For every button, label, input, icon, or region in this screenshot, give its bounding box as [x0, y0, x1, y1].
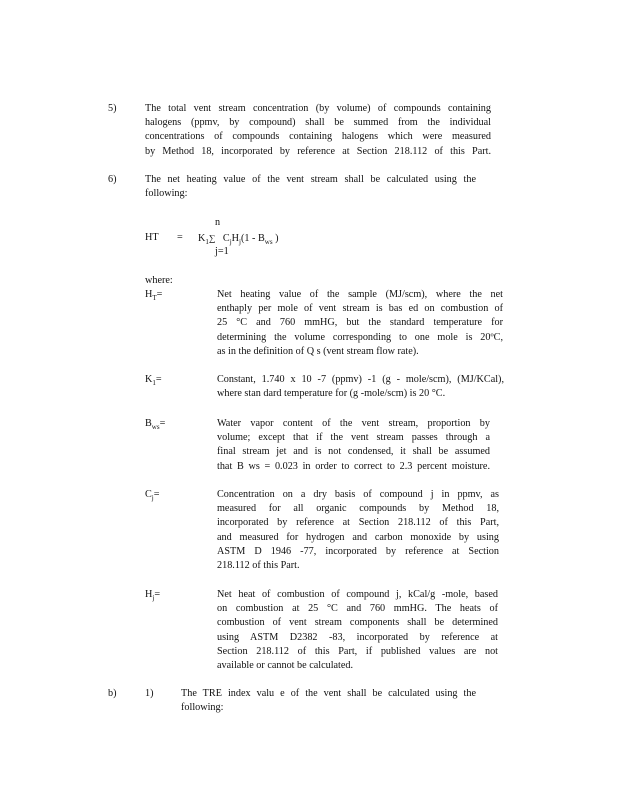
symbol: H: [145, 589, 153, 600]
variable-h: H: [231, 233, 240, 244]
symbol: B: [145, 418, 152, 429]
definition-symbol: [145, 417, 165, 431]
text-line: enthaply per mole of vent stream is bas ed on combustion of: [217, 303, 503, 315]
item-b1-number: 1): [145, 688, 154, 699]
text-line: Net heat of combustion of compound j, kCal/g -mole, based: [217, 589, 498, 600]
text-line: available or cannot be calculated.: [217, 660, 354, 672]
item-6-number: 6): [108, 174, 117, 185]
text-line: Water vapor content of the vent stream, proportion by: [217, 418, 490, 429]
summation-icon: ∑: [208, 233, 216, 243]
text-line: ASTM D 1946 -77, incorporated by reference at Section: [217, 545, 499, 557]
definition-symbol: [145, 288, 162, 302]
symbol: H: [145, 289, 153, 300]
subscript: j: [152, 594, 155, 603]
text-line: Constant, 1.740 x 10 -7 (ppmv) -1 (g - mole/scm), (MJ/KCal),: [217, 374, 504, 385]
definition-symbol: [145, 488, 160, 502]
subscript: j: [151, 494, 154, 503]
subscript: 1: [152, 379, 156, 388]
constant-k: K: [198, 233, 206, 244]
definition-symbol: [145, 373, 162, 387]
definition-symbol: [145, 588, 160, 602]
text-line: on combustion at 25 °C and 760 mmHG. The heats of: [217, 603, 498, 615]
text-line: The total vent stream concentration (by volume) of compounds containing: [145, 103, 491, 114]
sum-upper-limit: n: [215, 217, 221, 228]
text-line: that B ws = 0.023 in order to correct to 2.3 percent moisture.: [217, 460, 490, 472]
equals: =: [155, 374, 162, 385]
symbol: K: [145, 374, 153, 385]
text-line: combustion of vent stream components shall be determined: [217, 617, 498, 629]
item-5-text: [145, 102, 491, 159]
close-paren: ): [275, 233, 279, 244]
subscript: T: [152, 294, 157, 303]
variable-c: C: [222, 233, 230, 244]
text-line: The TRE index valu e of the vent shall be calculated using the: [181, 688, 476, 699]
item-b-letter: b): [108, 688, 117, 699]
text-line: and measured for hydrogen and carbon monoxide by using: [217, 531, 499, 543]
symbol: C: [145, 489, 152, 500]
text-line: 25 °C and 760 mmHG, but the standard temperature for: [217, 317, 503, 329]
equation-equals: =: [177, 232, 183, 243]
definition-text: [217, 288, 503, 359]
subscript: j: [239, 238, 241, 247]
equals: =: [156, 289, 163, 300]
subscript: ws: [264, 238, 273, 247]
definition-text: [217, 488, 499, 573]
definition-text: [217, 417, 490, 474]
text-line: Net heating value of the sample (MJ/scm), where the net: [217, 289, 503, 300]
text-line: measured for all organic compounds by Method 18,: [217, 503, 499, 515]
item-b1-text: [181, 687, 476, 715]
equals: =: [153, 489, 160, 500]
equation-rhs: [198, 231, 279, 246]
equals: =: [159, 418, 166, 429]
text-line: incorporated by reference at Section 218.112 of this Part,: [217, 517, 499, 529]
text-line: Section 218.112 of this Part, if published values are not: [217, 645, 498, 657]
paren-term: (1 - B: [240, 233, 265, 244]
item-5-number: 5): [108, 103, 117, 114]
text-line: where stan dard temperature for (g -mole/scm) is 20 °C.: [217, 388, 446, 400]
text-line: Concentration on a dry basis of compound j in ppmv, as: [217, 489, 499, 500]
sum-lower-limit: j=1: [215, 246, 229, 257]
definition-text: [217, 373, 504, 401]
subscript: 1: [205, 238, 209, 247]
text-line: 218.112 of this Part.: [217, 560, 300, 572]
text-line: following:: [145, 188, 188, 200]
text-line: concentrations of compounds containing halogens which were measured: [145, 131, 491, 143]
text-line: final stream jet and is not condensed, it shall be assumed: [217, 446, 490, 458]
text-line: halogens (ppmv, by compound) shall be summed from the individual: [145, 117, 491, 129]
text-line: as in the definition of Q s (vent stream flow rate).: [217, 345, 419, 357]
subscript: j: [229, 238, 232, 247]
item-6-text: [145, 173, 476, 201]
equation-lhs: HT: [145, 232, 159, 243]
text-line: The net heating value of the vent stream shall be calculated using the: [145, 174, 476, 185]
definition-text: [217, 588, 498, 673]
text-line: following:: [181, 702, 224, 714]
text-line: using ASTM D2382 -83, incorporated by reference at: [217, 631, 498, 643]
text-line: volume; except that if the vent stream passes through a: [217, 432, 490, 444]
where-label: where:: [145, 275, 173, 286]
text-line: determining the volume corresponding to one mole is 20ºC,: [217, 331, 503, 343]
text-line: by Method 18, incorporated by reference at Section 218.112 of this Part.: [145, 145, 491, 157]
equals: =: [154, 589, 161, 600]
subscript: ws: [151, 423, 160, 432]
